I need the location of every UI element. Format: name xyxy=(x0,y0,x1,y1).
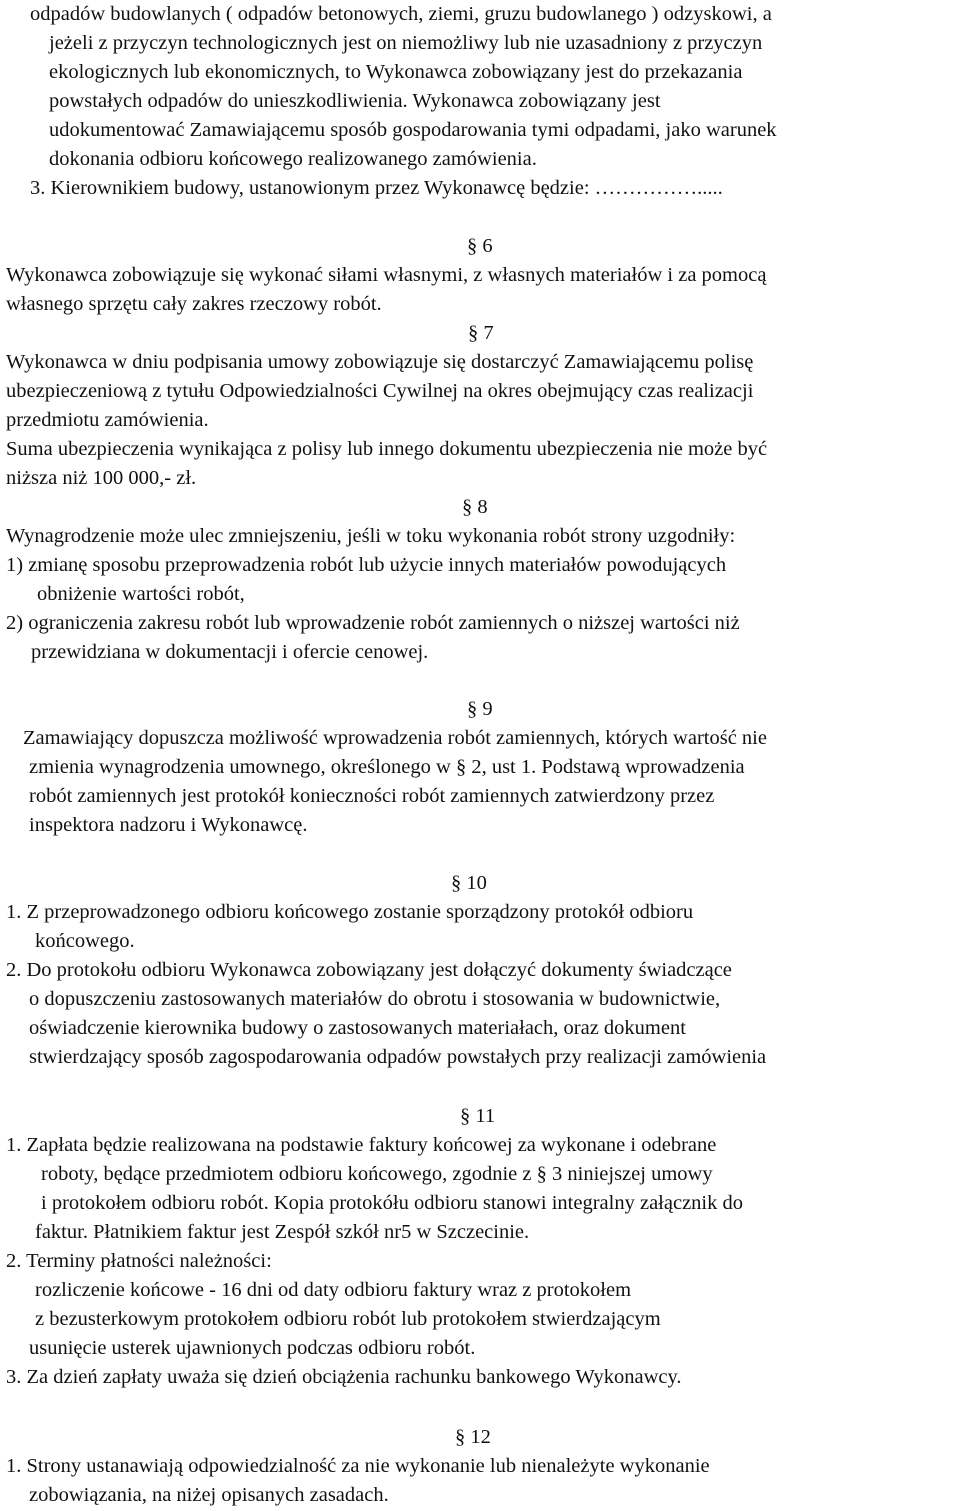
text-line: oświadczenie kierownika budowy o zastosowanych materiałach, oraz dokument xyxy=(29,1017,686,1039)
text-line: odpadów budowlanych ( odpadów betonowych, ziemi, gruzu budowlanego ) odzyskowi, a xyxy=(30,3,772,25)
text-line: Zamawiający dopuszcza możliwość wprowadzenia robót zamiennych, których wartość nie xyxy=(23,727,767,749)
text-line: własnego sprzętu cały zakres rzeczowy robót. xyxy=(6,293,382,315)
text-line: rozliczenie końcowe - 16 dni od daty odbioru faktury wraz z protokołem xyxy=(35,1279,632,1301)
section-heading: § 6 xyxy=(467,235,493,257)
text-line: Wykonawca w dniu podpisania umowy zobowiązuje się dostarczyć Zamawiającemu polisę xyxy=(6,351,754,373)
section-heading: § 10 xyxy=(451,872,487,894)
text-line: roboty, będące przedmiotem odbioru końcowego, zgodnie z § 3 niniejszej umowy xyxy=(41,1163,713,1185)
text-line: niższa niż 100 000,- zł. xyxy=(6,467,197,489)
text-line: 2) ograniczenia zakresu robót lub wprowadzenie robót zamiennych o niższej wartości niż xyxy=(6,612,740,634)
text-line: i protokołem odbioru robót. Kopia protokółu odbioru stanowi integralny załącznik do xyxy=(41,1192,743,1214)
section-heading: § 9 xyxy=(467,698,493,720)
text-line: końcowego. xyxy=(35,930,135,952)
text-line: Suma ubezpieczenia wynikająca z polisy lub innego dokumentu ubezpieczenia nie może być xyxy=(6,438,768,460)
section-heading: § 12 xyxy=(455,1426,491,1448)
text-line: usunięcie usterek ujawnionych podczas odbioru robót. xyxy=(29,1337,476,1359)
text-line: o dopuszczeniu zastosowanych materiałów do obrotu i stosowania w budownictwie, xyxy=(29,988,721,1010)
text-line: zobowiązania, na niżej opisanych zasadach. xyxy=(29,1484,389,1506)
text-line: 3. Kierownikiem budowy, ustanowionym przez Wykonawcę będzie: ……………..... xyxy=(30,177,723,199)
text-line: powstałych odpadów do unieszkodliwienia. Wykonawca zobowiązany jest xyxy=(49,90,661,112)
text-line: z bezusterkowym protokołem odbioru robót lub protokołem stwierdzającym xyxy=(35,1308,661,1330)
text-line: robót zamiennych jest protokół konieczności robót zamiennych zatwierdzony przez xyxy=(29,785,715,807)
text-line: ekologicznych lub ekonomicznych, to Wykonawca zobowiązany jest do przekazania xyxy=(49,61,743,83)
text-line: zmienia wynagrodzenia umownego, określonego w § 2, ust 1. Podstawą wprowadzenia xyxy=(29,756,745,778)
text-line: udokumentować Zamawiającemu sposób gospodarowania tymi odpadami, jako warunek xyxy=(49,119,777,141)
text-line: 1. Strony ustanawiają odpowiedzialność za nie wykonanie lub nienależyte wykonanie xyxy=(6,1455,710,1477)
text-line: stwierdzający sposób zagospodarowania odpadów powstałych przy realizacji zamówienia xyxy=(29,1046,767,1068)
section-heading: § 11 xyxy=(460,1105,496,1127)
text-line: 2. Do protokołu odbioru Wykonawca zobowiązany jest dołączyć dokumenty świadczące xyxy=(6,959,732,981)
text-line: Wynagrodzenie może ulec zmniejszeniu, jeśli w toku wykonania robót strony uzgodniły: xyxy=(6,525,736,547)
text-line: 1. Z przeprowadzonego odbioru końcowego zostanie sporządzony protokół odbioru xyxy=(6,901,694,923)
text-line: przedmiotu zamówienia. xyxy=(6,409,209,431)
text-line: 1. Zapłata będzie realizowana na podstawie faktury końcowej za wykonane i odebrane xyxy=(6,1134,717,1156)
text-line: obniżenie wartości robót, xyxy=(37,583,245,605)
section-heading: § 7 xyxy=(468,322,494,344)
text-line: Wykonawca zobowiązuje się wykonać siłami własnymi, z własnych materiałów i za pomocą xyxy=(6,264,767,286)
text-line: faktur. Płatnikiem faktur jest Zespół szkół nr5 w Szczecinie. xyxy=(35,1221,530,1243)
text-line: inspektora nadzoru i Wykonawcę. xyxy=(29,814,308,836)
text-line: dokonania odbioru końcowego realizowanego zamówienia. xyxy=(49,148,537,170)
section-heading: § 8 xyxy=(462,496,488,518)
text-line: 3. Za dzień zapłaty uważa się dzień obciążenia rachunku bankowego Wykonawcy. xyxy=(6,1366,682,1388)
text-line: jeżeli z przyczyn technologicznych jest on niemożliwy lub nie uzasadniony z przyczyn xyxy=(49,32,763,54)
text-line: przewidziana w dokumentacji i ofercie cenowej. xyxy=(31,641,429,663)
text-line: ubezpieczeniową z tytułu Odpowiedzialności Cywilnej na okres obejmujący czas realizacji xyxy=(6,380,754,402)
text-line: 2. Terminy płatności należności: xyxy=(6,1250,272,1272)
text-line: 1) zmianę sposobu przeprowadzenia robót lub użycie innych materiałów powodujących xyxy=(6,554,727,576)
